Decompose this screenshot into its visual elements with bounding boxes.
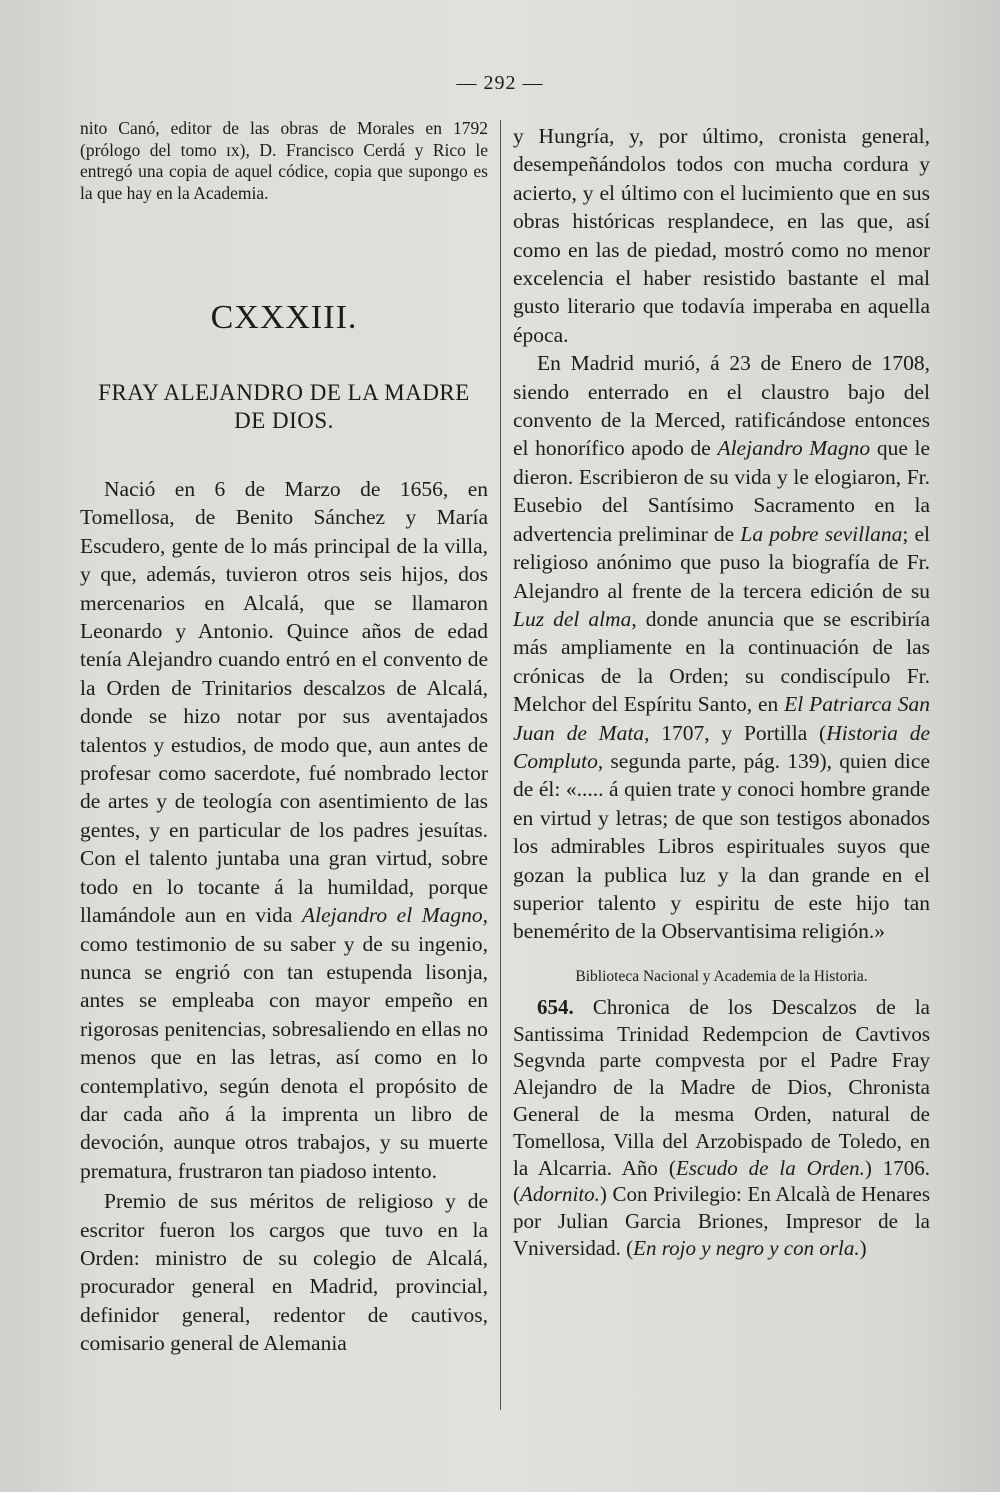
bibliography-entry: 654. Chronica de los Descalzos de la Santissima Trinidad Redempcion de Cavtivos Segvnda parte compvesta por el Padre Fray Alejandro de la Madre de Dios, Chronista General de la mesma Orden, natural de Tomellosa, Villa del Arzobispado de Toledo, en la Alcarria. Año (Escudo de la Orden.) 1706. (Adornito.) Con Privilegio: En Alcalà de Henares por Julian Garcia Briones, Impresor de la Vniversidad. (En rojo y negro y con orla.)	[513, 994, 931, 1260]
left-column	[80, 118, 488, 1358]
right-column	[513, 122, 930, 1262]
intro-paragraph: nito Canó, editor de las obras de Morales en 1792 (prólogo del tomo ɪx), D. Francisco Cerdá y Rico le entregó una copia de aquel códice, copia que supongo es la que hay en la Academia.	[80, 118, 488, 203]
chapter-number: CXXXIII.	[210, 299, 358, 336]
column-divider	[500, 120, 501, 1410]
library-location: Biblioteca Nacional y Academia de la Historia.	[575, 967, 868, 985]
biography-paragraph-3: y Hungría, y, por último, cronista general, desempeñándolos todos con mucha cordura y acierto, y el último con el lucimiento que en sus obras históricas resplandece, en las que, así como en las de piedad, mostró como no menor excelencia el haber resistido bastante el mal gusto literario que todavía imperaba en aquella época.	[513, 124, 930, 347]
page-number: — 292 —	[456, 72, 544, 94]
entry-number: 654.	[537, 994, 574, 1019]
biography-paragraph-1: Nació en 6 de Marzo de 1656, en Tomellosa, de Benito Sánchez y María Escudero, gente de lo más principal de la villa, y que, además, tuvieron otros seis hijos, dos mercenarios en Alcalá, que se llamaron Leonardo y Antonio. Quince años de edad tenía Alejandro cuando entró en el convento de la Orden de Trinitarios descalzos de Alcalá, donde se hizo notar por sus aventajados talentos y estudios, de modo que, aun antes de profesar como sacerdote, fué nombrado lector de artes y de teología con asentimiento de las gentes, y en particular de los padres jesuítas. Con el talento juntaba una gran virtud, sobre todo en lo tocante á la humildad, porque llamándole aun en vida Alejandro el Magno, como testimonio de su saber y de su ingenio, nunca se engrió con tan estupenda lisonja, antes se empleaba con mayor empeño en rigorosas penitencias, sobresaliendo en ellas no menos que en las letras, así como en lo contemplativo, según denota el propósito de dar cada año á la imprenta un libro de devoción, aunque otros trabajos, y su muerte prematura, frustraron tan piadoso intento.	[80, 477, 489, 1183]
biography-paragraph-4: En Madrid murió, á 23 de Enero de 1708, siendo enterrado en el claustro bajo del convento de la Merced, ratificándose entonces el honorífico apodo de Alejandro Magno que le dieron. Escribieron de su vida y le elogiaron, Fr. Eusebio del Santísimo Sacramento en la advertencia preliminar de La pobre sevillana; el religioso anónimo que puso la biografía de Fr. Alejandro al frente de la tercera edición de su Luz del alma, donde anuncia que se escribiría más ampliamente en la continuación de las crónicas de la Orden; su condiscípulo Fr. Melchor del Espíritu Santo, en El Patriarca San Juan de Mata, 1707, y Portilla (Historia de Compluto, segunda parte, pág. 139), quien dice de él: «..... á quien trate y conoci hombre grande en virtud y letras; de que son testigos abonados los admirables Libros espirituales suyos que gozan la publica luz y la dan grande en el superior talento y espiritu de este hijo tan benemérito de la Observantisima religión.»	[513, 351, 931, 944]
italic-title: Alejandro el Magno	[301, 903, 483, 928]
chapter-heading: FRAY ALEJANDRO DE LA MADRE DE DIOS.	[98, 380, 470, 433]
biography-paragraph-2: Premio de sus méritos de religioso y de escritor fueron los cargos que tuvo en la Orden: ministro de su colegio de Alcalá, procurador general en Madrid, provincial, definidor general, redentor de cautivos, comisario general de Alemania	[80, 1189, 488, 1356]
